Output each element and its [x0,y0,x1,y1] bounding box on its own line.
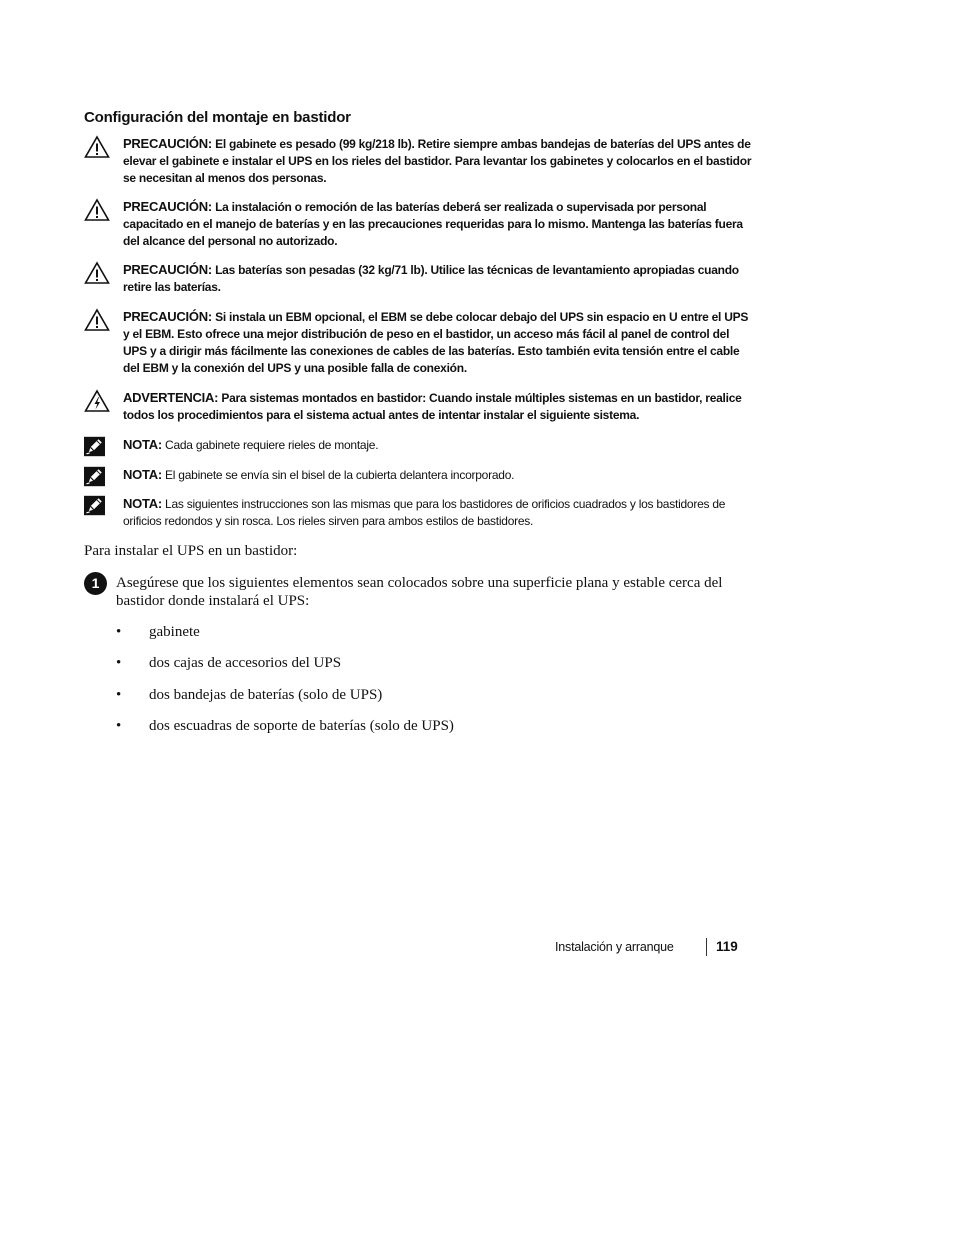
note-label: NOTA: [123,437,162,452]
caution-text [123,308,755,377]
footer-section-title: Instalación y arranque [555,940,674,954]
step-text: Asegúrese que los siguientes elementos sean colocados sobre una superficie plana y estable cerca del bastidor donde instalará el UPS: [116,575,723,609]
caution-text [123,261,755,296]
warning-triangle-icon [84,308,110,332]
caution-text [123,198,755,250]
note-text [123,466,755,484]
note-label: NOTA: [123,467,162,482]
note-text [123,436,755,454]
note-notice [84,495,759,531]
note-notice [84,436,759,458]
section-title: Configuración del montaje en bastidor [84,109,351,126]
bullet-marker: • [116,687,122,703]
caution-label: PRECAUCIÓN: [123,262,212,277]
caution-body: La instalación o remoción de las baterías deberá ser realizada o supervisada por personal capacitado en el manejo de baterías y en las precauciones requeridas para lo mismo. Mantenga las baterías fuera del alcance del personal no autorizado. [123,200,743,248]
caution-text [123,135,755,187]
list-item-text: gabinete [149,624,200,640]
note-pencil-icon [84,495,105,516]
warning-text [123,389,755,424]
bullet-marker: • [116,624,122,640]
page-footer [555,938,745,958]
bullet-marker: • [116,655,122,671]
note-label: NOTA: [123,496,162,511]
caution-body: Las baterías son pesadas (32 kg/71 lb). Utilice las técnicas de levantamiento apropiadas cuando retire las baterías. [123,263,739,294]
warning-triangle-icon [84,261,110,285]
intro-paragraph: Para instalar el UPS en un bastidor: [84,543,298,559]
caution-notice [84,308,759,380]
note-pencil-icon [84,466,105,487]
warning-triangle-icon [84,198,110,222]
note-body: El gabinete se envía sin el bisel de la cubierta delantera incorporado. [165,468,515,482]
warning-triangle-icon [84,135,110,159]
bullet-marker: • [116,718,122,734]
list-item-text: dos escuadras de soporte de baterías (solo de UPS) [149,718,454,734]
caution-notice [84,198,759,252]
caution-label: PRECAUCIÓN: [123,309,212,324]
caution-body: Si instala un EBM opcional, el EBM se debe colocar debajo del UPS sin espacio en U entre el UPS y el EBM. Esto ofrece una mejor distribución de peso en el bastidor, un acceso más fácil al panel de control del UPS y a dirigir más fácilmente las conexiones de cables de las baterías. Esto también evita tensión entre el cable del EBM y la conexión del UPS y una posible falla de conexión. [123,310,749,375]
note-body: Cada gabinete requiere rieles de montaje. [165,438,379,452]
caution-notice [84,135,759,189]
list-item-text: dos cajas de accesorios del UPS [149,655,342,671]
caution-label: PRECAUCIÓN: [123,136,212,151]
page-number: 119 [716,939,738,954]
list-item-text: dos bandejas de baterías (solo de UPS) [149,687,383,703]
warning-body: Para sistemas montados en bastidor: Cuando instale múltiples sistemas en un bastidor, realice todos los procedimientos para el sistema actual antes de intentar instalar el siguiente sistema. [123,391,742,422]
caution-notice [84,261,759,299]
note-notice [84,466,759,488]
caution-label: PRECAUCIÓN: [123,199,212,214]
electrical-hazard-icon [84,389,110,413]
note-body: Las siguientes instrucciones son las mismas que para los bastidores de orificios cuadrados y los bastidores de orificios redondos y sin rosca. Los rieles sirven para ambos estilos de bastidores. [123,497,726,528]
warning-label: ADVERTENCIA: [123,390,219,405]
step-number-badge: 1 [84,572,107,595]
note-pencil-icon [84,436,105,457]
footer-divider [706,938,707,956]
note-text [123,495,755,530]
warning-notice [84,389,759,427]
caution-body: El gabinete es pesado (99 kg/218 lb). Retire siempre ambas bandejas de baterías del UPS antes de elevar el gabinete e instalar el UPS en los rieles del bastidor. Para levantar los gabinetes y colocarlos en el bastidor se necesitan al menos dos personas. [123,137,752,185]
